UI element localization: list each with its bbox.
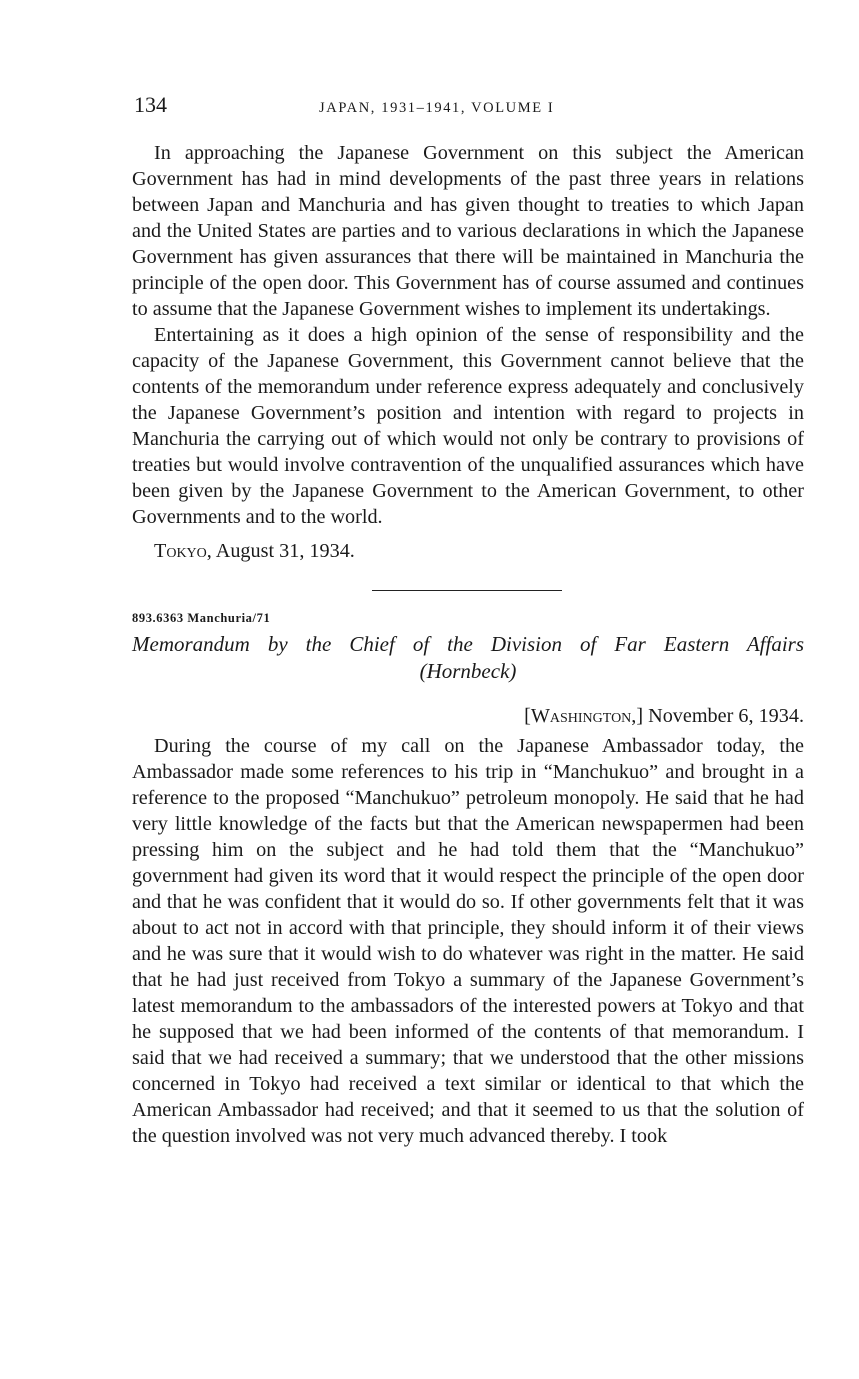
section-divider bbox=[372, 590, 562, 591]
paragraph: Entertaining as it does a high opinion of the sense of responsibility and the capacity of the Japanese Government, this Government cannot believe that the contents of the memorandum under reference express adequately and conclusively the Japanese Government’s position and intention with regard to projects in Manchuria the carrying out of which would not only be contrary to provisions of treaties but would involve contravention of the unqualified assurances which have been given by the Japanese Government to the American Government, to other Governments and to the world. bbox=[132, 324, 804, 528]
memo-body: During the course of my call on the Japanese Ambassador today, the Ambassador made some references to his trip in “Manchukuo” and brought in a reference to the proposed “Manchukuo” petroleum monopoly. He said that he had very little knowledge of the facts but that the American newspapermen had been pressing him on the subject and he had told them that the “Manchukuo” government had given its word that it would respect the principle of the open door and that he was confident that it would do so. If other governments felt that it was about to act not in accord with that principle, they should inform it of their views and he was sure that it would wish to do whatever was right in the matter. He said that he had just received from Tokyo a summary of the Japanese Government’s latest memorandum to the ambassadors of the interested powers at Tokyo and that he supposed that we had been informed of the contents of that memorandum. I said that we had received a summary; that we understood that the other missions concerned in Tokyo had received a text similar or identical to that which the American Ambassador had received; and that it seemed to us that the solution of the question involved was not very much advanced thereby. I took bbox=[132, 735, 804, 1147]
dateline-place: [Washington,] bbox=[524, 705, 644, 727]
dateline-date: November 6, 1934. bbox=[643, 705, 804, 727]
document-title: Memorandum by the Chief of the Division of Far Eastern Affairs bbox=[132, 632, 804, 656]
file-number: 893.6363 Manchuria/71 bbox=[132, 611, 271, 625]
page-body bbox=[132, 140, 804, 1149]
dateline-date: , August 31, 1934. bbox=[206, 540, 355, 562]
running-head: JAPAN, 1931–1941, VOLUME I bbox=[319, 100, 555, 116]
dateline bbox=[132, 538, 804, 564]
memo-dateline bbox=[132, 703, 804, 729]
page-number: 134 bbox=[134, 92, 167, 117]
paragraph: In approaching the Japanese Government on this subject the American Government has had in mind developments of the past three years in relations between Japan and Manchuria and has given thought to treaties to which Japan and the United States are parties and to various declarations in which the Japanese Government has given assurances that there will be maintained in Manchuria the principle of the open door. This Government has of course assumed and continues to assume that the Japanese Government wishes to implement its undertakings. bbox=[132, 142, 804, 320]
document-author: (Hornbeck) bbox=[419, 659, 517, 683]
dateline-place: Tokyo bbox=[154, 540, 207, 562]
page-header bbox=[134, 92, 806, 122]
